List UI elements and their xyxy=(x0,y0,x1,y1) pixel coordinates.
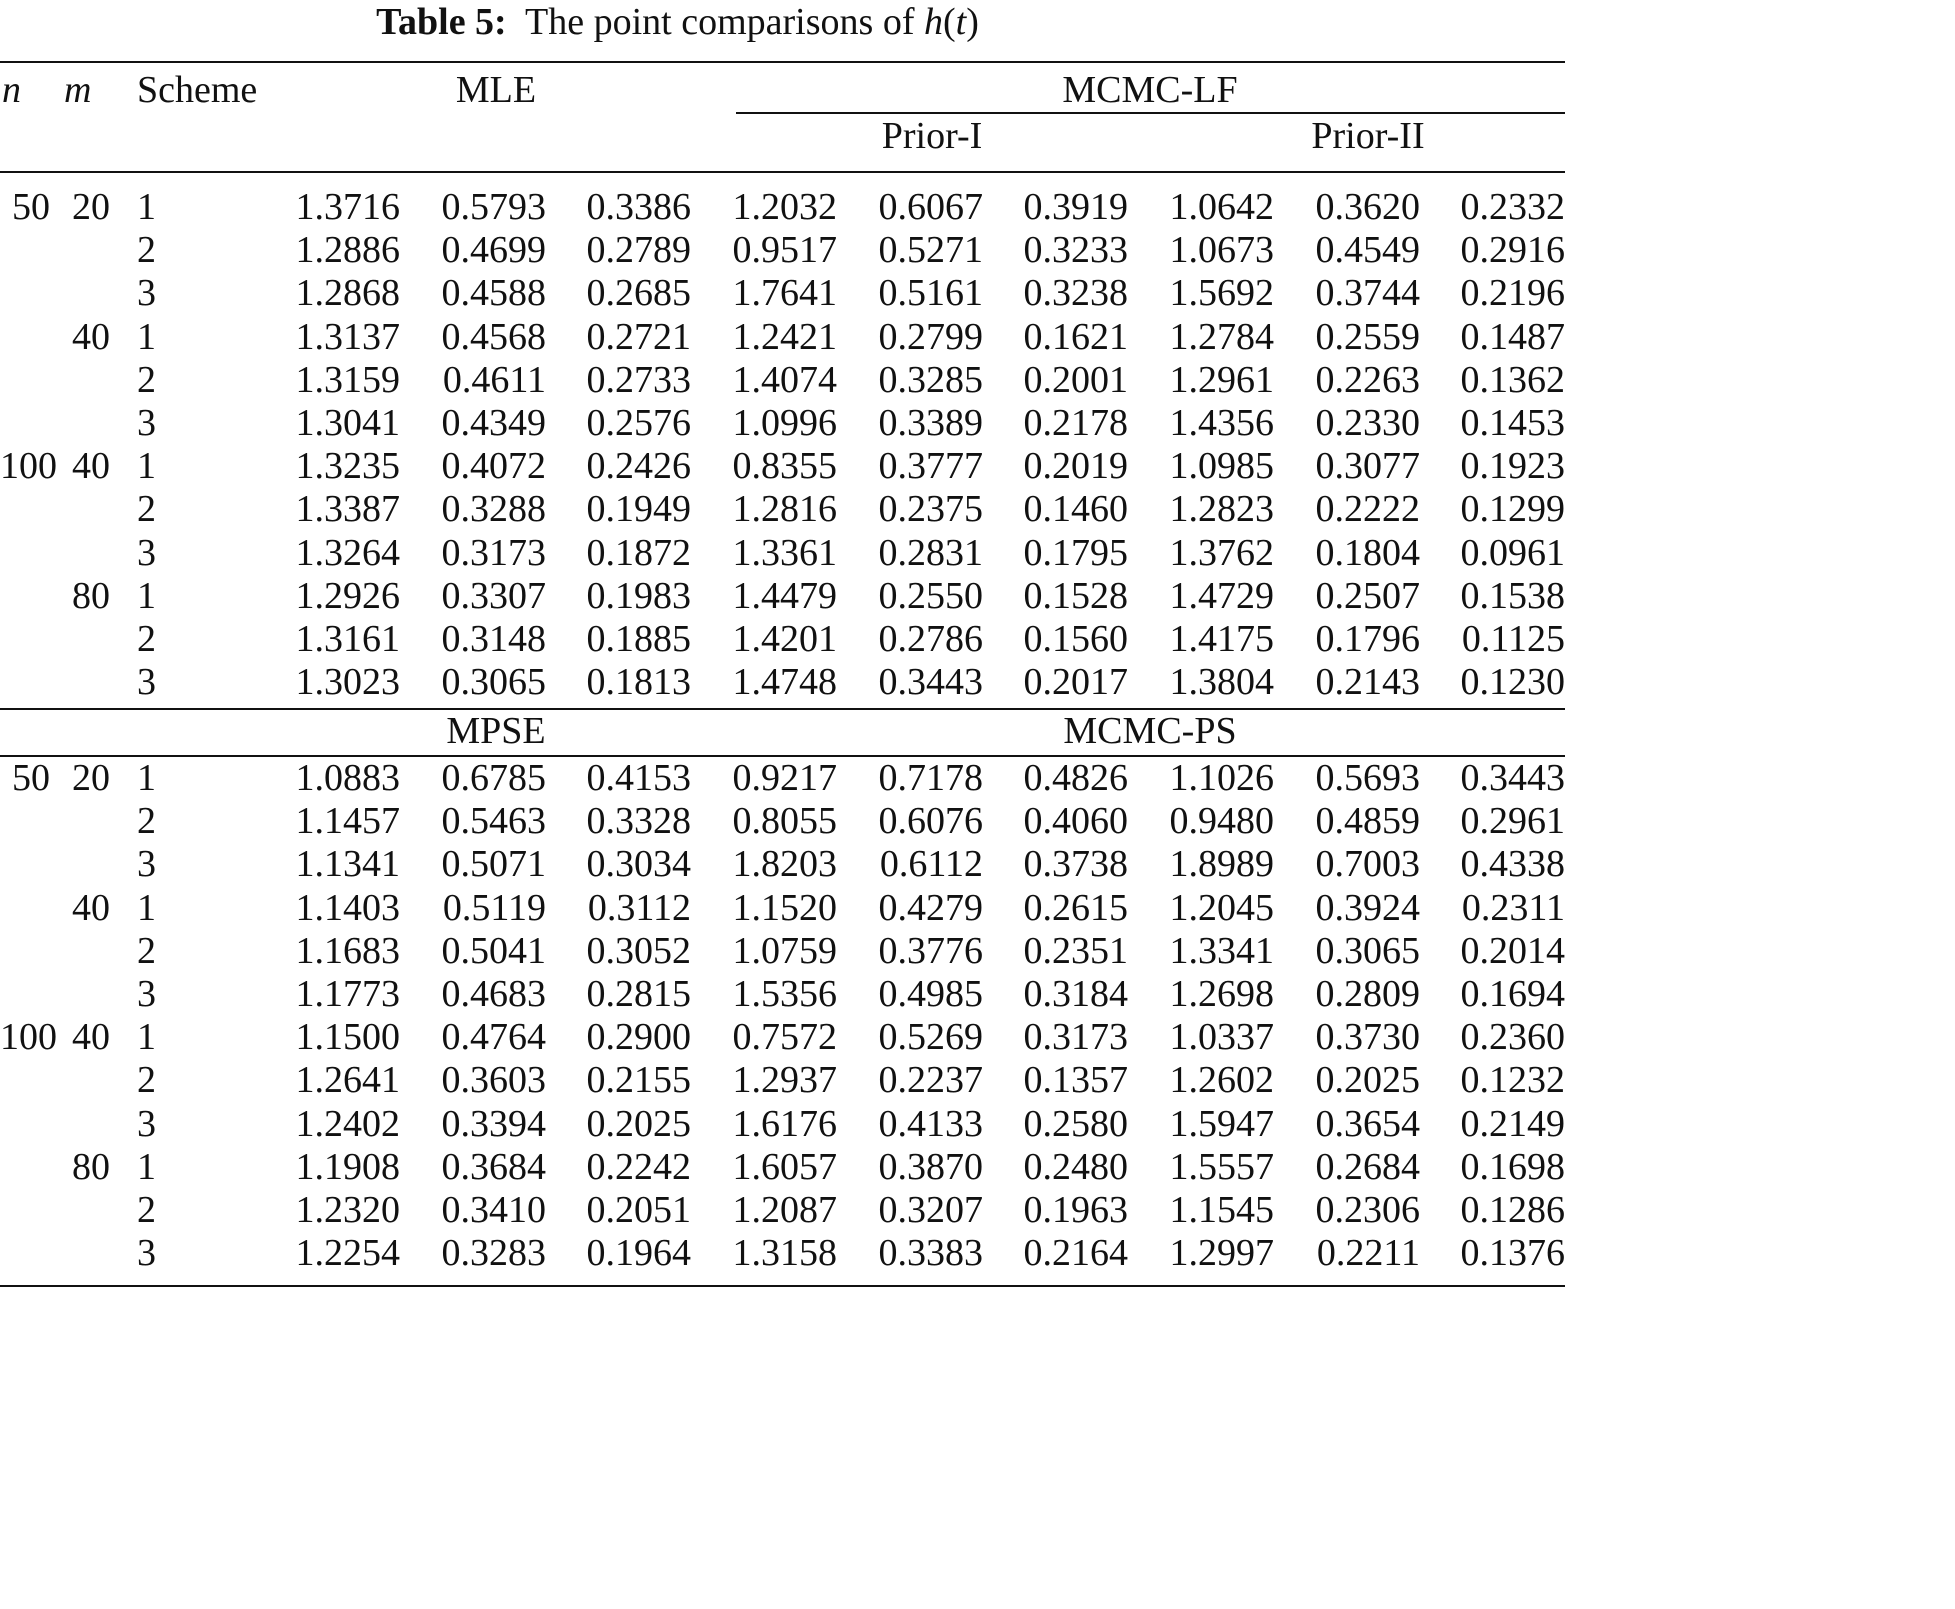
cell-value: 0.2025 xyxy=(586,1103,691,1145)
cell-n: 100 xyxy=(0,1016,57,1058)
cell-value: 0.3776 xyxy=(878,930,983,972)
cell-value: 0.2685 xyxy=(586,272,691,314)
cell-value: 0.3288 xyxy=(441,488,546,530)
cell-value: 0.4338 xyxy=(1460,843,1565,885)
cell-value: 0.4699 xyxy=(441,229,546,271)
cell-value: 0.2237 xyxy=(878,1059,983,1101)
cell-value: 0.2155 xyxy=(586,1059,691,1101)
cell-value: 0.3443 xyxy=(878,661,983,703)
cell-value: 0.1872 xyxy=(586,532,691,574)
cell-value: 0.2580 xyxy=(1023,1103,1128,1145)
cell-value: 1.4175 xyxy=(1169,618,1274,660)
cell-value: 0.7003 xyxy=(1315,843,1420,885)
cell-value: 0.2721 xyxy=(586,316,691,358)
cell-value: 0.1125 xyxy=(1461,618,1565,660)
cell-value: 0.1621 xyxy=(1023,316,1128,358)
cell-scheme: 2 xyxy=(137,618,156,660)
cell-value: 0.6785 xyxy=(441,757,546,799)
cell-value: 1.3716 xyxy=(295,186,400,228)
cell-value: 0.3394 xyxy=(441,1103,546,1145)
cell-value: 0.5041 xyxy=(441,930,546,972)
cell-value: 0.3034 xyxy=(586,843,691,885)
cell-scheme: 3 xyxy=(137,402,156,444)
cell-value: 1.5692 xyxy=(1169,272,1274,314)
cell-value: 0.2242 xyxy=(586,1146,691,1188)
cell-value: 0.4611 xyxy=(442,359,546,401)
cell-value: 1.2937 xyxy=(732,1059,837,1101)
cell-value: 0.2831 xyxy=(878,532,983,574)
cell-value: 1.0642 xyxy=(1169,186,1274,228)
cell-value: 1.7641 xyxy=(732,272,837,314)
cell-scheme: 3 xyxy=(137,973,156,1015)
cell-value: 0.2001 xyxy=(1023,359,1128,401)
cell-scheme: 1 xyxy=(137,757,156,799)
cell-value: 1.4074 xyxy=(732,359,837,401)
cell-value: 1.2698 xyxy=(1169,973,1274,1015)
cell-value: 0.1698 xyxy=(1460,1146,1565,1188)
cell-value: 0.2900 xyxy=(586,1016,691,1058)
cell-value: 0.1357 xyxy=(1023,1059,1128,1101)
cell-value: 1.2997 xyxy=(1169,1232,1274,1274)
cell-value: 1.1545 xyxy=(1169,1189,1274,1231)
cell-scheme: 2 xyxy=(137,488,156,530)
cell-value: 0.2014 xyxy=(1460,930,1565,972)
cell-value: 0.2351 xyxy=(1023,930,1128,972)
cell-value: 0.4349 xyxy=(441,402,546,444)
cell-scheme: 3 xyxy=(137,661,156,703)
cell-value: 0.2311 xyxy=(1461,887,1565,929)
top-rule xyxy=(0,61,1565,63)
cell-value: 0.5271 xyxy=(878,229,983,271)
header-mcmc-lf: MCMC-LF xyxy=(1062,69,1238,111)
cell-value: 0.3654 xyxy=(1315,1103,1420,1145)
cell-value: 0.2480 xyxy=(1023,1146,1128,1188)
cell-value: 0.1232 xyxy=(1460,1059,1565,1101)
cell-value: 0.3870 xyxy=(878,1146,983,1188)
cell-value: 0.1804 xyxy=(1315,532,1420,574)
cell-value: 0.2149 xyxy=(1460,1103,1565,1145)
cell-value: 0.4985 xyxy=(878,973,983,1015)
cell-value: 0.2799 xyxy=(878,316,983,358)
cell-scheme: 3 xyxy=(137,1103,156,1145)
cell-value: 0.3233 xyxy=(1023,229,1128,271)
cell-value: 0.1813 xyxy=(586,661,691,703)
cell-scheme: 3 xyxy=(137,1232,156,1274)
cell-value: 1.2254 xyxy=(295,1232,400,1274)
cell-value: 0.2019 xyxy=(1023,445,1128,487)
cell-value: 1.6176 xyxy=(732,1103,837,1145)
cell-value: 0.2733 xyxy=(586,359,691,401)
cell-value: 0.3383 xyxy=(878,1232,983,1274)
cell-value: 0.3924 xyxy=(1315,887,1420,929)
cell-value: 1.1026 xyxy=(1169,757,1274,799)
cell-value: 1.2816 xyxy=(732,488,837,530)
cell-value: 0.4072 xyxy=(441,445,546,487)
cell-value: 0.7572 xyxy=(732,1016,837,1058)
cell-value: 0.2961 xyxy=(1460,800,1565,842)
cell-value: 0.1286 xyxy=(1460,1189,1565,1231)
cell-value: 0.2426 xyxy=(586,445,691,487)
cell-value: 0.3285 xyxy=(878,359,983,401)
cell-value: 0.6076 xyxy=(878,800,983,842)
cell-value: 0.3919 xyxy=(1023,186,1128,228)
cell-value: 1.3041 xyxy=(295,402,400,444)
cell-value: 1.2886 xyxy=(295,229,400,271)
cell-n: 50 xyxy=(12,186,50,228)
cell-value: 1.3023 xyxy=(295,661,400,703)
cell-value: 1.2926 xyxy=(295,575,400,617)
cell-value: 1.1457 xyxy=(295,800,400,842)
cell-value: 0.1528 xyxy=(1023,575,1128,617)
cell-value: 1.1520 xyxy=(732,887,837,929)
cell-value: 0.4588 xyxy=(441,272,546,314)
cell-value: 1.4479 xyxy=(732,575,837,617)
cell-value: 0.4859 xyxy=(1315,800,1420,842)
cell-value: 1.5947 xyxy=(1169,1103,1274,1145)
cell-value: 0.1949 xyxy=(586,488,691,530)
cell-value: 0.3410 xyxy=(441,1189,546,1231)
cell-value: 0.3386 xyxy=(586,186,691,228)
cell-value: 0.3173 xyxy=(441,532,546,574)
cell-value: 0.0961 xyxy=(1460,532,1565,574)
cell-value: 0.5161 xyxy=(878,272,983,314)
header-prior-ii: Prior-II xyxy=(1311,115,1425,157)
cell-value: 0.2615 xyxy=(1023,887,1128,929)
cell-value: 0.1983 xyxy=(586,575,691,617)
cell-value: 1.3804 xyxy=(1169,661,1274,703)
cell-value: 0.2809 xyxy=(1315,973,1420,1015)
cell-value: 0.3307 xyxy=(441,575,546,617)
cell-value: 0.2196 xyxy=(1460,272,1565,314)
cell-value: 1.3387 xyxy=(295,488,400,530)
cell-value: 0.3283 xyxy=(441,1232,546,1274)
cell-value: 0.2164 xyxy=(1023,1232,1128,1274)
cell-value: 1.3235 xyxy=(295,445,400,487)
cell-value: 0.3389 xyxy=(878,402,983,444)
cell-value: 0.4133 xyxy=(878,1103,983,1145)
caption-label: Table 5: xyxy=(376,1,507,43)
cell-value: 0.2017 xyxy=(1023,661,1128,703)
cell-value: 1.3341 xyxy=(1169,930,1274,972)
cell-value: 1.2421 xyxy=(732,316,837,358)
cell-value: 0.2916 xyxy=(1460,229,1565,271)
cell-scheme: 1 xyxy=(137,186,156,228)
cell-value: 0.1923 xyxy=(1460,445,1565,487)
cell-value: 0.2025 xyxy=(1315,1059,1420,1101)
cell-value: 0.5269 xyxy=(878,1016,983,1058)
cell-value: 0.1538 xyxy=(1460,575,1565,617)
cell-value: 1.2784 xyxy=(1169,316,1274,358)
cell-value: 1.3137 xyxy=(295,316,400,358)
caption-math-fn: h xyxy=(923,1,943,43)
cell-value: 0.2786 xyxy=(878,618,983,660)
cell-value: 0.6112 xyxy=(879,843,983,885)
cell-value: 1.2087 xyxy=(732,1189,837,1231)
cell-m: 40 xyxy=(72,1016,110,1058)
cell-m: 20 xyxy=(72,186,110,228)
cell-value: 1.4748 xyxy=(732,661,837,703)
cell-scheme: 2 xyxy=(137,800,156,842)
header-mle: MLE xyxy=(455,69,537,111)
cell-value: 0.2330 xyxy=(1315,402,1420,444)
cell-value: 0.3065 xyxy=(1315,930,1420,972)
cell-value: 1.5356 xyxy=(732,973,837,1015)
header-prior-i: Prior-I xyxy=(881,115,983,157)
cell-value: 0.4683 xyxy=(441,973,546,1015)
cell-scheme: 2 xyxy=(137,1189,156,1231)
cell-value: 1.1908 xyxy=(295,1146,400,1188)
cell-value: 0.3184 xyxy=(1023,973,1128,1015)
cell-value: 0.3077 xyxy=(1315,445,1420,487)
cell-value: 0.3238 xyxy=(1023,272,1128,314)
cell-value: 0.3112 xyxy=(587,887,691,929)
cell-scheme: 2 xyxy=(137,1059,156,1101)
cell-scheme: 1 xyxy=(137,445,156,487)
cell-value: 1.8989 xyxy=(1169,843,1274,885)
cell-value: 0.2375 xyxy=(878,488,983,530)
cell-scheme: 1 xyxy=(137,1146,156,1188)
cell-scheme: 1 xyxy=(137,575,156,617)
cell-value: 0.2263 xyxy=(1315,359,1420,401)
cell-value: 0.3777 xyxy=(878,445,983,487)
header-scheme: Scheme xyxy=(137,69,258,111)
cell-value: 0.4153 xyxy=(586,757,691,799)
cell-value: 0.3730 xyxy=(1315,1016,1420,1058)
cell-scheme: 2 xyxy=(137,930,156,972)
cell-value: 0.3738 xyxy=(1023,843,1128,885)
cell-value: 0.3744 xyxy=(1315,272,1420,314)
cell-value: 1.0673 xyxy=(1169,229,1274,271)
bottom-rule xyxy=(0,1285,1565,1287)
cell-n: 100 xyxy=(0,445,57,487)
cell-m: 40 xyxy=(72,445,110,487)
cell-value: 0.8055 xyxy=(732,800,837,842)
cell-value: 0.2211 xyxy=(1316,1232,1420,1274)
cell-scheme: 2 xyxy=(137,229,156,271)
header-mpse: MPSE xyxy=(446,710,546,752)
cell-value: 1.1683 xyxy=(295,930,400,972)
cell-scheme: 1 xyxy=(137,1016,156,1058)
cell-value: 0.6067 xyxy=(878,186,983,228)
cell-value: 0.3443 xyxy=(1460,757,1565,799)
cell-value: 1.4356 xyxy=(1169,402,1274,444)
cell-value: 1.1773 xyxy=(295,973,400,1015)
cell-value: 0.4764 xyxy=(441,1016,546,1058)
cell-value: 1.0996 xyxy=(732,402,837,444)
cell-value: 0.1376 xyxy=(1460,1232,1565,1274)
cell-value: 0.1362 xyxy=(1460,359,1565,401)
cell-value: 0.5119 xyxy=(442,887,546,929)
cell-value: 1.3161 xyxy=(295,618,400,660)
cell-value: 0.1885 xyxy=(586,618,691,660)
cell-value: 0.2576 xyxy=(586,402,691,444)
cell-value: 0.3684 xyxy=(441,1146,546,1188)
cell-value: 0.9217 xyxy=(732,757,837,799)
cell-value: 0.3620 xyxy=(1315,186,1420,228)
cell-value: 0.2178 xyxy=(1023,402,1128,444)
cell-value: 0.3052 xyxy=(586,930,691,972)
cell-value: 1.3762 xyxy=(1169,532,1274,574)
cell-value: 0.3065 xyxy=(441,661,546,703)
cell-value: 1.0759 xyxy=(732,930,837,972)
cell-value: 0.2051 xyxy=(586,1189,691,1231)
cell-value: 0.2550 xyxy=(878,575,983,617)
cell-value: 0.2143 xyxy=(1315,661,1420,703)
cell-scheme: 1 xyxy=(137,887,156,929)
cell-value: 1.3264 xyxy=(295,532,400,574)
cell-value: 0.1453 xyxy=(1460,402,1565,444)
cell-m: 80 xyxy=(72,575,110,617)
cell-m: 80 xyxy=(72,1146,110,1188)
cell-value: 1.0883 xyxy=(295,757,400,799)
cell-scheme: 3 xyxy=(137,843,156,885)
cell-m: 20 xyxy=(72,757,110,799)
cell-value: 0.3173 xyxy=(1023,1016,1128,1058)
cell-value: 1.2868 xyxy=(295,272,400,314)
header-n: n xyxy=(2,69,21,111)
cell-value: 0.4060 xyxy=(1023,800,1128,842)
cell-value: 1.5557 xyxy=(1169,1146,1274,1188)
cell-value: 0.3603 xyxy=(441,1059,546,1101)
caption-text: The point comparisons of xyxy=(525,1,924,43)
cell-value: 0.2815 xyxy=(586,973,691,1015)
cell-m: 40 xyxy=(72,316,110,358)
cell-value: 1.4201 xyxy=(732,618,837,660)
cell-value: 1.2641 xyxy=(295,1059,400,1101)
header-mcmc-ps: MCMC-PS xyxy=(1063,710,1237,752)
cell-value: 0.2306 xyxy=(1315,1189,1420,1231)
cell-value: 0.1487 xyxy=(1460,316,1565,358)
cell-scheme: 1 xyxy=(137,316,156,358)
cell-value: 0.1964 xyxy=(586,1232,691,1274)
cell-value: 1.6057 xyxy=(732,1146,837,1188)
cell-value: 0.4549 xyxy=(1315,229,1420,271)
cell-scheme: 3 xyxy=(137,532,156,574)
cell-value: 1.4729 xyxy=(1169,575,1274,617)
cell-value: 1.1500 xyxy=(295,1016,400,1058)
cell-value: 0.2332 xyxy=(1460,186,1565,228)
cell-value: 0.4568 xyxy=(441,316,546,358)
caption-math-close: ) xyxy=(966,1,979,43)
header-m: m xyxy=(64,69,92,111)
cell-value: 0.7178 xyxy=(878,757,983,799)
cell-value: 1.3159 xyxy=(295,359,400,401)
cell-value: 0.1230 xyxy=(1460,661,1565,703)
cell-m: 40 xyxy=(72,887,110,929)
caption-math-var: t xyxy=(955,1,967,43)
cell-value: 0.2559 xyxy=(1315,316,1420,358)
cell-scheme: 3 xyxy=(137,272,156,314)
table-caption xyxy=(0,0,1355,44)
cell-value: 0.1963 xyxy=(1023,1189,1128,1231)
cell-value: 1.2602 xyxy=(1169,1059,1274,1101)
cell-value: 0.5071 xyxy=(441,843,546,885)
cell-value: 0.5693 xyxy=(1315,757,1420,799)
cell-value: 1.0337 xyxy=(1169,1016,1274,1058)
cell-value: 0.2684 xyxy=(1315,1146,1420,1188)
cell-value: 1.1403 xyxy=(295,887,400,929)
cell-value: 0.1460 xyxy=(1023,488,1128,530)
cell-value: 0.2222 xyxy=(1315,488,1420,530)
cell-value: 1.2402 xyxy=(295,1103,400,1145)
cell-value: 0.2507 xyxy=(1315,575,1420,617)
cell-value: 1.3361 xyxy=(732,532,837,574)
cell-value: 1.3158 xyxy=(732,1232,837,1274)
cell-value: 1.2320 xyxy=(295,1189,400,1231)
cell-value: 1.2823 xyxy=(1169,488,1274,530)
cell-value: 0.2360 xyxy=(1460,1016,1565,1058)
cell-value: 1.1341 xyxy=(295,843,400,885)
cell-value: 0.5793 xyxy=(441,186,546,228)
cell-value: 0.2789 xyxy=(586,229,691,271)
cell-value: 0.1694 xyxy=(1460,973,1565,1015)
cell-value: 0.3207 xyxy=(878,1189,983,1231)
section-divider-rule xyxy=(0,708,1565,710)
cell-scheme: 2 xyxy=(137,359,156,401)
cell-value: 0.9517 xyxy=(732,229,837,271)
cell-value: 1.2045 xyxy=(1169,887,1274,929)
cell-value: 0.9480 xyxy=(1169,800,1274,842)
cell-value: 1.8203 xyxy=(732,843,837,885)
cell-value: 0.4826 xyxy=(1023,757,1128,799)
cell-value: 0.3328 xyxy=(586,800,691,842)
cell-n: 50 xyxy=(12,757,50,799)
cell-value: 0.1299 xyxy=(1460,488,1565,530)
cell-value: 0.8355 xyxy=(732,445,837,487)
cell-value: 0.4279 xyxy=(878,887,983,929)
cell-value: 0.1795 xyxy=(1023,532,1128,574)
cell-value: 0.1796 xyxy=(1315,618,1420,660)
cell-value: 0.3148 xyxy=(441,618,546,660)
caption-math-open: ( xyxy=(942,1,956,43)
cell-value: 1.2961 xyxy=(1169,359,1274,401)
cell-value: 0.5463 xyxy=(441,800,546,842)
cell-value: 0.1560 xyxy=(1023,618,1128,660)
header-bottom-rule xyxy=(0,171,1565,173)
cell-value: 1.2032 xyxy=(732,186,837,228)
cell-value: 1.0985 xyxy=(1169,445,1274,487)
